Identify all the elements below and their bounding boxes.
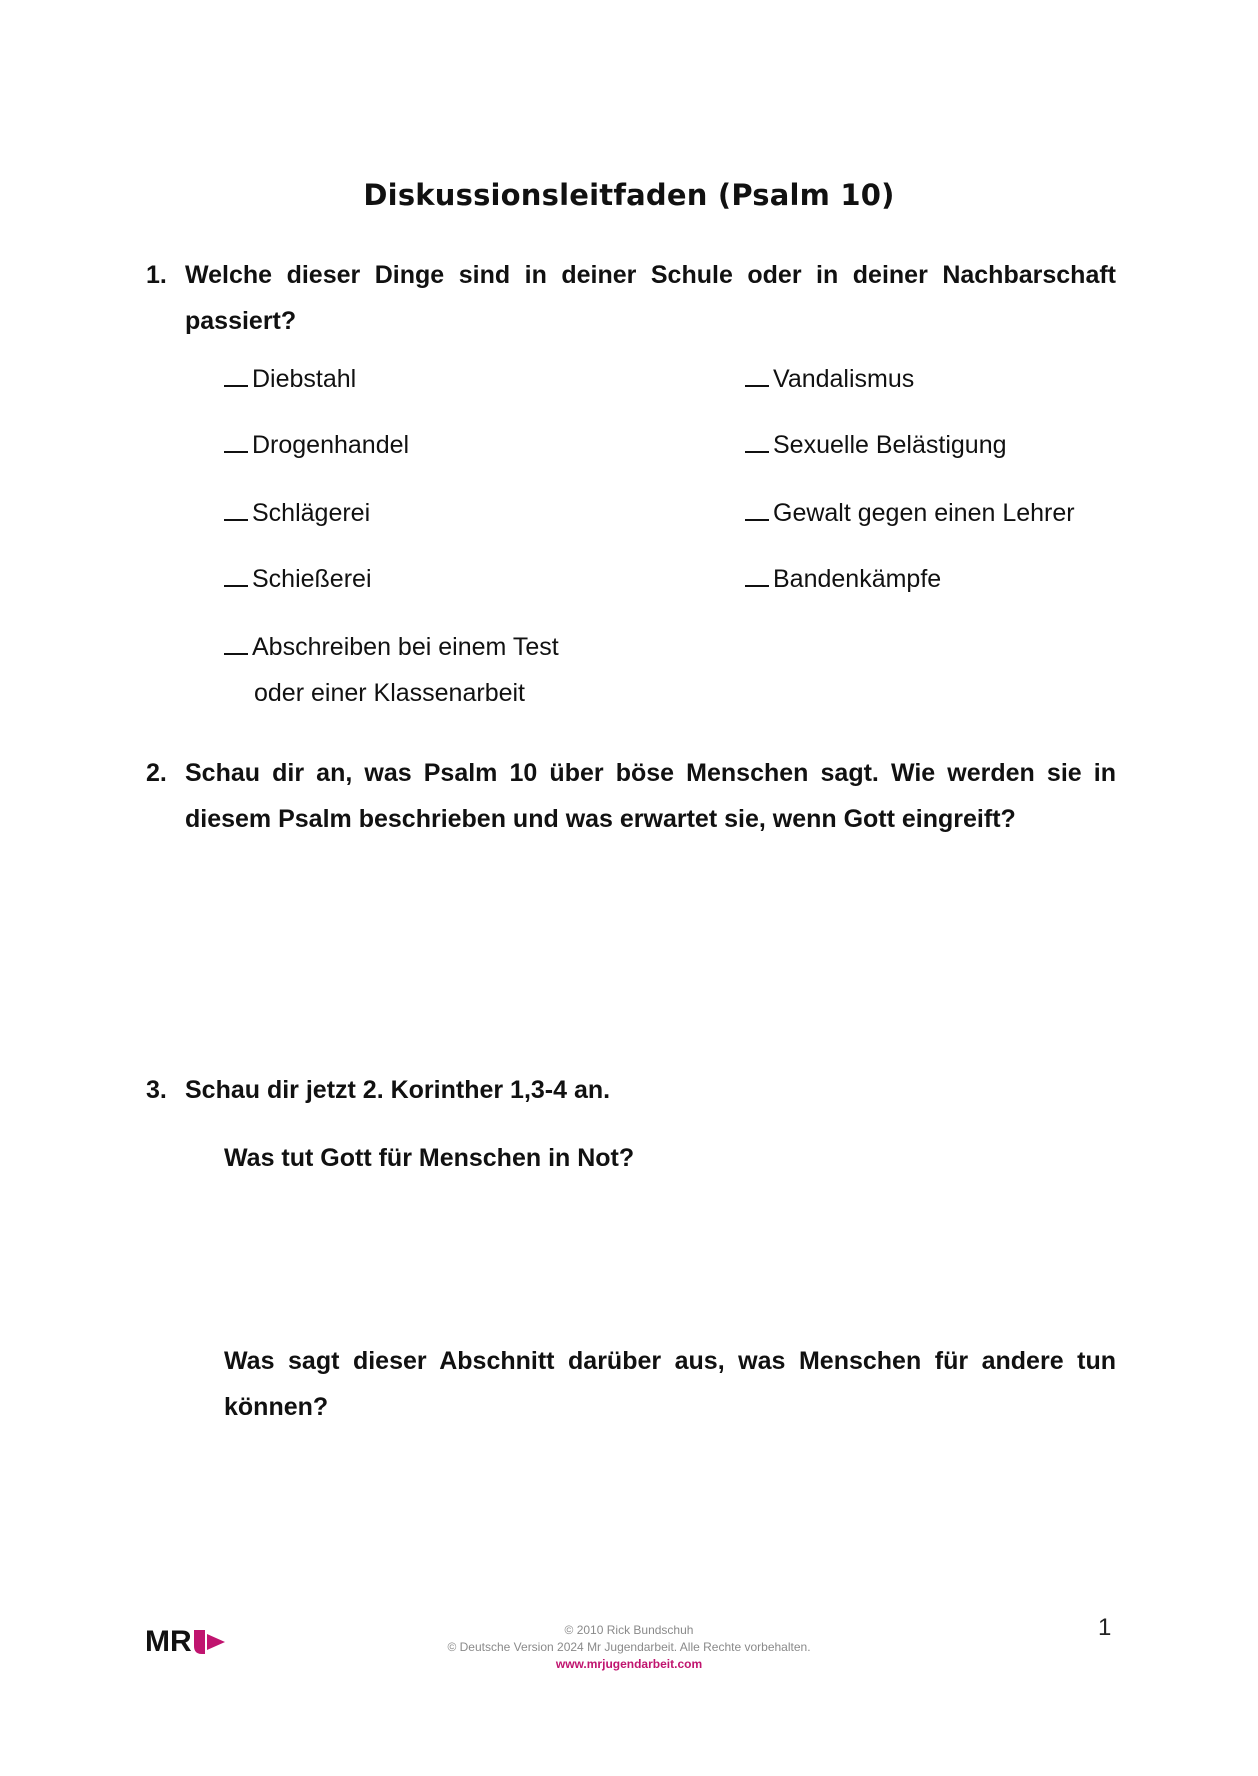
answer-blank[interactable]	[224, 503, 248, 521]
footer-credits	[0, 1622, 1258, 1673]
answer-blank[interactable]	[745, 503, 769, 521]
answer-blank[interactable]	[745, 569, 769, 587]
option-diebstahl[interactable]	[224, 356, 356, 402]
answer-blank[interactable]	[224, 369, 248, 387]
question-text: Schau dir jetzt 2. Korinther 1,3-4 an.	[185, 1076, 611, 1104]
question-number: 2.	[146, 759, 167, 787]
option-bandenkaempfe[interactable]	[745, 556, 941, 602]
option-sexuelle-belaestigung[interactable]	[745, 422, 1007, 468]
option-vandalismus[interactable]	[745, 356, 914, 402]
question-3-sub-1: Was tut Gott für Menschen in Not?	[224, 1144, 635, 1172]
question-number: 3.	[146, 1076, 167, 1104]
question-text: Schau dir an, was Psalm 10 über böse Menschen sagt. Wie werden sie in diesem Psalm beschrieben und was erwartet sie, wenn Gott eingreift?	[185, 759, 1116, 833]
copyright-line: © 2010 Rick Bundschuh	[564, 1623, 694, 1637]
question-text: Welche dieser Dinge sind in deiner Schule oder in deiner Nachbarschaft passiert?	[185, 261, 1116, 335]
option-label: Sexuelle Belästigung	[773, 431, 1007, 459]
option-label: Vandalismus	[773, 365, 915, 393]
page-number: 1	[1098, 1614, 1112, 1641]
option-schlaegerei[interactable]	[224, 490, 370, 536]
option-label: Drogenhandel	[252, 431, 410, 459]
answer-blank[interactable]	[224, 637, 248, 655]
question-3-sub-2: Was sagt dieser Abschnitt darüber aus, was Menschen für andere tun können?	[224, 1347, 1116, 1421]
question-number: 1.	[146, 261, 167, 289]
option-label: Schießerei	[252, 565, 372, 593]
answer-blank[interactable]	[745, 369, 769, 387]
option-label: Diebstahl	[252, 365, 357, 393]
option-label: Abschreiben bei einem Test	[252, 633, 559, 661]
answer-blank[interactable]	[224, 435, 248, 453]
option-abschreiben[interactable]	[224, 624, 559, 716]
option-label: Schlägerei	[252, 499, 371, 527]
option-label: Gewalt gegen einen Lehrer	[773, 499, 1075, 527]
option-schiesserei[interactable]	[224, 556, 372, 602]
page-title: Diskussionsleitfaden (Psalm 10)	[363, 178, 895, 212]
option-label: Bandenkämpfe	[773, 565, 942, 593]
version-line: © Deutsche Version 2024 Mr Jugendarbeit. Alle Rechte vorbehalten.	[447, 1640, 811, 1654]
footer-url-link[interactable]: www.mrjugendarbeit.com	[555, 1657, 703, 1671]
option-drogenhandel[interactable]	[224, 422, 409, 468]
option-label-continued: oder einer Klassenarbeit	[254, 679, 525, 707]
mr-logo-text: MR	[145, 1625, 192, 1658]
answer-blank[interactable]	[745, 435, 769, 453]
option-gewalt-lehrer[interactable]	[745, 490, 1075, 536]
answer-blank[interactable]	[224, 569, 248, 587]
